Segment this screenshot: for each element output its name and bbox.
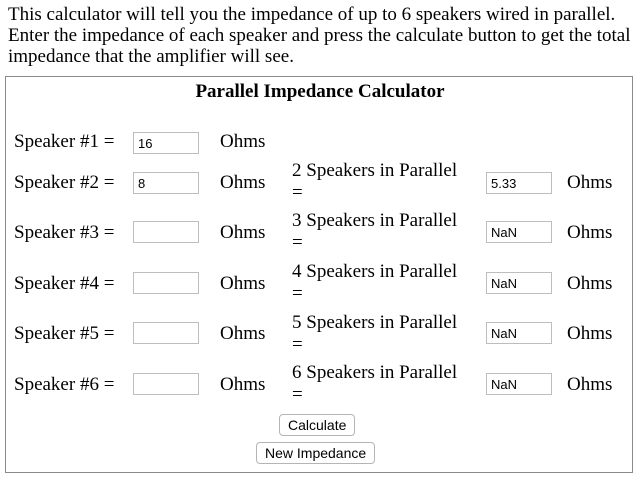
result-6-unit: Ohms — [567, 374, 613, 395]
speaker-6-input[interactable] — [133, 373, 199, 395]
result-4-unit: Ohms — [567, 273, 613, 294]
speaker-4-label: Speaker #4 = — [14, 273, 115, 294]
result-4-output[interactable] — [486, 272, 552, 294]
result-3-label — [292, 210, 482, 254]
result-2-unit: Ohms — [567, 172, 613, 193]
result-4-label — [292, 261, 482, 305]
calculate-button[interactable]: Calculate — [279, 414, 355, 436]
speaker-3-unit: Ohms — [220, 222, 266, 243]
speaker-1-unit: Ohms — [220, 131, 266, 152]
speaker-2-unit: Ohms — [220, 172, 266, 193]
result-5-equals: = — [292, 334, 303, 355]
result-5-output[interactable] — [486, 322, 552, 344]
result-3-unit: Ohms — [567, 222, 613, 243]
speaker-2-input[interactable] — [133, 172, 199, 194]
result-5-text: 5 Speakers in Parallel — [292, 312, 458, 333]
speaker-4-unit: Ohms — [220, 273, 266, 294]
result-6-text: 6 Speakers in Parallel — [292, 362, 458, 383]
speaker-3-label: Speaker #3 = — [14, 222, 115, 243]
speaker-5-unit: Ohms — [220, 323, 266, 344]
result-3-equals: = — [292, 232, 303, 253]
result-3-output[interactable] — [486, 221, 552, 243]
result-4-equals: = — [292, 283, 303, 304]
speaker-2-label: Speaker #2 = — [14, 172, 115, 193]
result-2-label — [292, 160, 482, 204]
result-6-output[interactable] — [486, 373, 552, 395]
speaker-5-input[interactable] — [133, 322, 199, 344]
calculator-title: Parallel Impedance Calculator — [195, 81, 445, 102]
result-2-text: 2 Speakers in Parallel — [292, 160, 458, 181]
result-2-output[interactable] — [486, 172, 552, 194]
speaker-3-input[interactable] — [133, 221, 199, 243]
result-3-text: 3 Speakers in Parallel — [292, 210, 458, 231]
result-2-equals: = — [292, 182, 303, 203]
intro-text: This calculator will tell you the impedance of up to 6 speakers wired in parallel. Enter the impedance of each speaker and press the calculate button to get the total impedance that the amplifier will see. — [8, 4, 631, 67]
speaker-6-unit: Ohms — [220, 374, 266, 395]
result-5-unit: Ohms — [567, 323, 613, 344]
result-6-label — [292, 362, 482, 406]
result-4-text: 4 Speakers in Parallel — [292, 261, 458, 282]
new-impedance-button[interactable]: New Impedance — [256, 442, 375, 464]
result-6-equals: = — [292, 384, 303, 405]
speaker-6-label: Speaker #6 = — [14, 374, 115, 395]
speaker-1-input[interactable] — [133, 132, 199, 154]
result-5-label — [292, 312, 482, 356]
speaker-5-label: Speaker #5 = — [14, 323, 115, 344]
speaker-1-label: Speaker #1 = — [14, 131, 115, 152]
speaker-4-input[interactable] — [133, 272, 199, 294]
